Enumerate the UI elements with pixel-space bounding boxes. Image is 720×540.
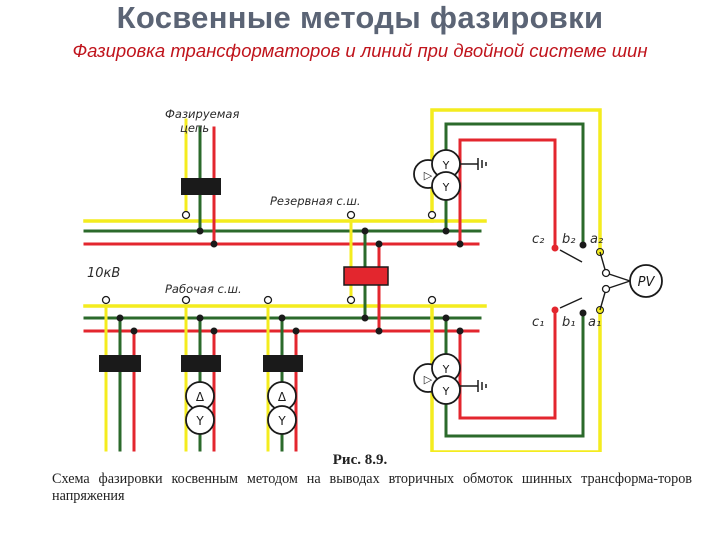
lower-voltage-transformer — [414, 354, 460, 404]
bottom-breaker-1 — [99, 355, 141, 372]
label-voltage: 10кВ — [87, 266, 121, 281]
svg-text:Y: Y — [442, 385, 450, 398]
svg-text:Δ: Δ — [195, 390, 205, 404]
label-working-bus: Рабочая с.ш. — [165, 282, 242, 296]
pv-selector — [552, 242, 631, 317]
figure-caption: Схема фазировки косвенным методом на выводах вторичных обмоток шинных трансформа-торов напряжения — [52, 471, 692, 504]
figure-title: Рис. 8.9. — [332, 452, 388, 468]
upper-ground-icon — [460, 158, 486, 170]
page-title: Косвенные методы фазировки — [116, 0, 604, 35]
label-a2: a₂ — [590, 232, 604, 247]
svg-text:Y: Y — [442, 363, 450, 376]
svg-text:Δ: Δ — [277, 390, 287, 404]
label-phased-circuit-1: Фазируемая — [165, 107, 240, 121]
svg-text:Y: Y — [278, 414, 286, 428]
bottom-breaker-2 — [181, 355, 221, 372]
svg-text:Y: Y — [442, 181, 450, 194]
upper-secondary-green — [446, 124, 583, 245]
feeder-breaker — [181, 178, 221, 195]
svg-text:▷: ▷ — [423, 169, 433, 182]
bottom-transformer-1 — [186, 382, 214, 434]
label-b1: b₁ — [562, 315, 576, 330]
disconnect-circles — [103, 212, 436, 304]
svg-text:▷: ▷ — [423, 373, 433, 386]
phasing-diagram — [0, 80, 720, 452]
bottom-breaker-3 — [263, 355, 303, 372]
bottom-transformer-2 — [268, 382, 296, 434]
label-b2: b₂ — [562, 232, 576, 247]
label-reserve-bus: Резервная с.ш. — [270, 194, 361, 208]
upper-voltage-transformer — [414, 150, 460, 200]
label-pv: PV — [637, 275, 655, 290]
label-phased-circuit-2: цепь — [180, 121, 210, 135]
label-a1: a₁ — [588, 315, 602, 330]
label-c2: c₂ — [532, 232, 545, 247]
page-subtitle: Фазировка трансформаторов и линий при двойной системе шин — [72, 40, 648, 61]
lower-ground-icon — [460, 380, 486, 392]
svg-text:Y: Y — [196, 414, 204, 428]
label-c1: c₁ — [532, 315, 545, 330]
coupler-breaker — [344, 267, 388, 285]
svg-text:Y: Y — [442, 159, 450, 172]
